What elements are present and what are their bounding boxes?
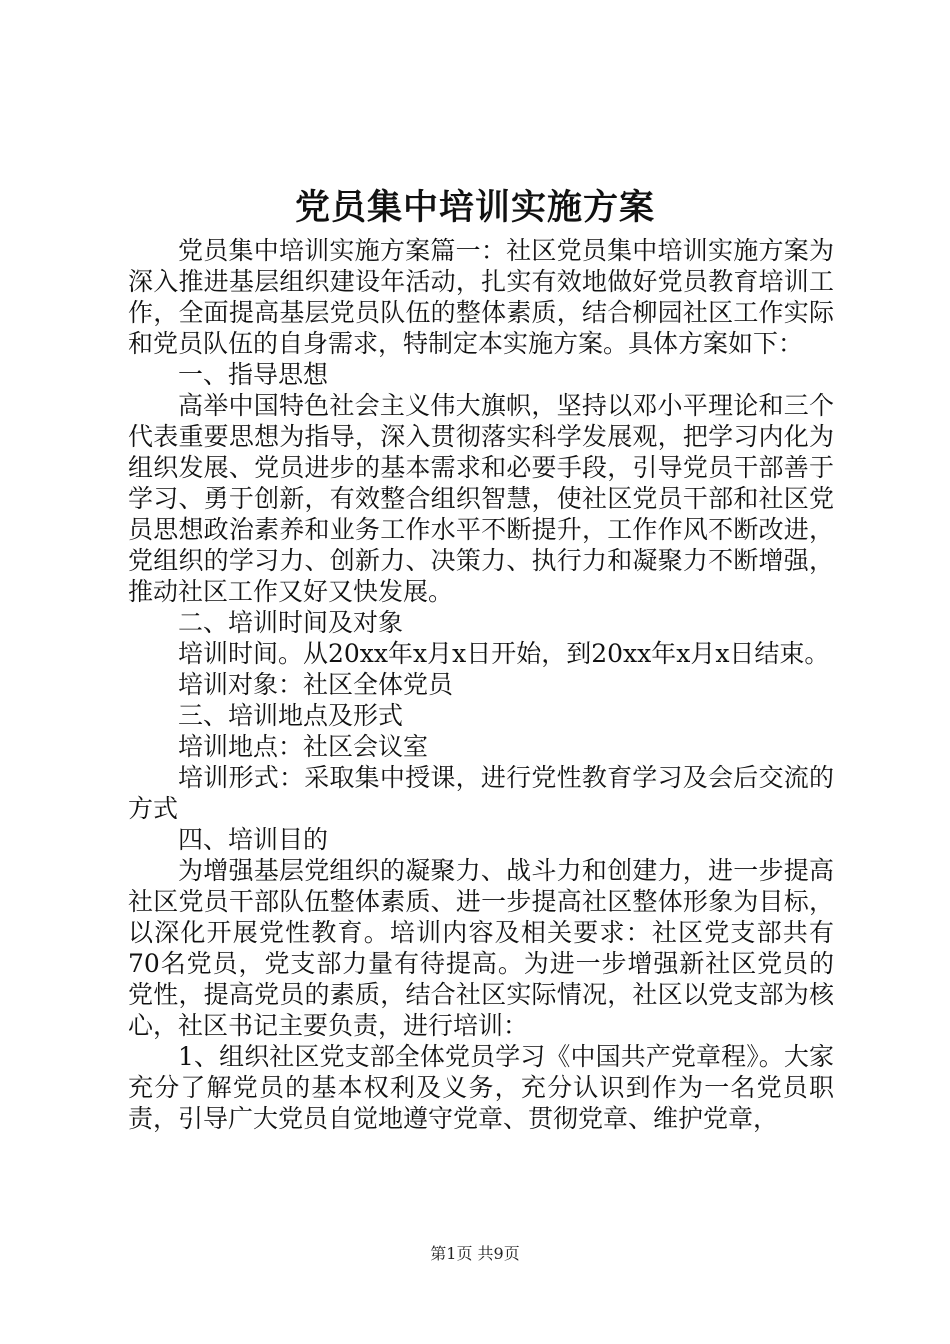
paragraph-intro: 党员集中培训实施方案篇一：社区党员集中培训实施方案为深入推进基层组织建设年活动，扎实有效地做好党员教育培训工作，全面提高基层党员队伍的整体素质，结合柳园社区工作实际和党员队伍的自身需求，特制定本实施方案。具体方案如下： [128, 236, 834, 358]
section-heading-time-and-audience: 二、培训时间及对象 [178, 608, 404, 637]
paragraph-training-audience: 培训对象：社区全体党员 [178, 670, 454, 699]
paragraph-training-form: 培训形式：采取集中授课，进行党性教育学习及会后交流的方式 [128, 763, 834, 823]
page-number-footer: 第1页 共9页 [430, 1244, 520, 1263]
document-title: 党员集中培训实施方案 [294, 187, 655, 228]
paragraph-item-1: 1、组织社区党支部全体党员学习《中国共产党章程》。大家充分了解党员的基本权利及义务，充分认识到作为一名党员职责，引导广大党员自觉地遵守党章、贯彻党章、维护党章， [128, 1042, 834, 1133]
section-heading-guiding-ideology: 一、指导思想 [178, 360, 329, 389]
document-body [128, 235, 834, 1134]
paragraph-training-purpose: 为增强基层党组织的凝聚力、战斗力和创建力，进一步提高社区党员干部队伍整体素质、进一步提高社区整体形象为目标，以深化开展党性教育。培训内容及相关要求：社区党支部共有70名党员，党支部力量有待提高。为进一步增强新社区党员的党性，提高党员的素质，结合社区实际情况，社区以党支部为核心，社区书记主要负责，进行培训： [128, 856, 834, 1040]
paragraph-training-time: 培训时间。从20xx年x月x日开始，到20xx年x月x日结束。 [178, 639, 830, 668]
section-heading-location-and-form: 三、培训地点及形式 [178, 701, 404, 730]
paragraph-training-location: 培训地点：社区会议室 [178, 732, 429, 761]
paragraph-guiding-ideology: 高举中国特色社会主义伟大旗帜，坚持以邓小平理论和三个代表重要思想为指导，深入贯彻落实科学发展观，把学习内化为组织发展、党员进步的基本需求和必要手段，引导党员干部善于学习、勇于创新，有效整合组织智慧，使社区党员干部和社区党员思想政治素养和业务工作水平不断提升，工作作风不断改进，党组织的学习力、创新力、决策力、执行力和凝聚力不断增强，推动社区工作又好又快发展。 [128, 391, 834, 606]
section-heading-training-purpose: 四、培训目的 [178, 825, 329, 854]
